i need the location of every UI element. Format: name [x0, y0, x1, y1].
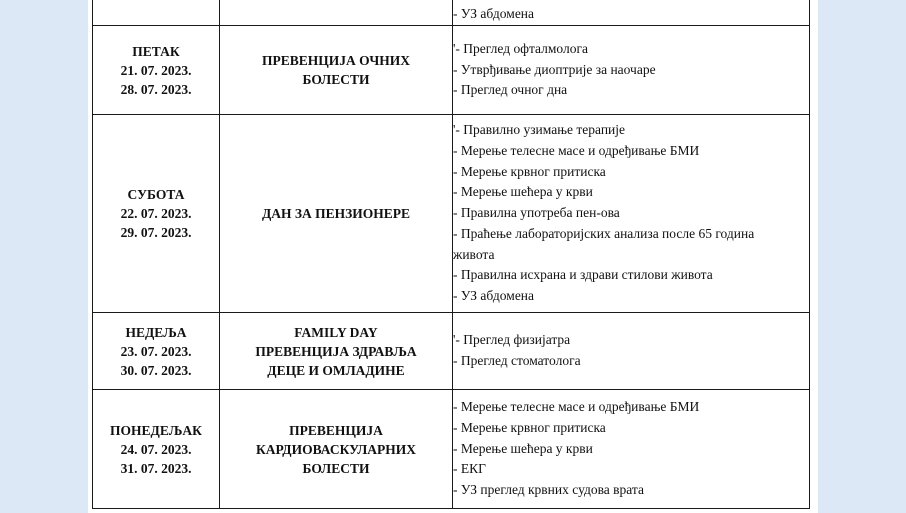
- topic-line: БОЛЕСТИ: [302, 72, 370, 87]
- activity-item: - Мерење крвног притиска: [453, 163, 606, 179]
- topic-line: ПРЕВЕНЦИЈА ОЧНИХ: [262, 53, 410, 68]
- day-name: СУБОТА: [127, 187, 185, 202]
- activity-item: - Правилна употреба пен-ова: [453, 205, 620, 221]
- date: 28. 07. 2023.: [120, 81, 192, 97]
- day-cell: [93, 313, 220, 390]
- topic-cell: [220, 313, 453, 390]
- activity-item: - Мерење шећера у крви: [453, 184, 593, 200]
- date: 23. 07. 2023.: [120, 343, 192, 359]
- day-name: ПОНЕДЕЉАК: [110, 422, 202, 438]
- day-name: ПЕТАК: [132, 43, 180, 59]
- activities-cell: [453, 313, 810, 390]
- activity-item: - ЕКГ: [453, 461, 486, 477]
- schedule-body: [93, 0, 810, 509]
- activities-cell: [453, 390, 810, 509]
- activity-item: - Мерење крвног притиска: [453, 419, 606, 435]
- activity-item: - Преглед стоматолога: [453, 353, 581, 368]
- day-cell: [93, 0, 220, 26]
- activity-item: - Мерење телесне масе и одређивање БМИ: [453, 142, 700, 158]
- activity-item: - Мерење телесне масе и одређивање БМИ: [453, 399, 700, 414]
- day-cell: [93, 115, 220, 313]
- document-page: [88, 0, 818, 513]
- day-cell: [93, 26, 220, 115]
- topic-line: КАРДИОВАСКУЛАРНИХ: [255, 441, 417, 457]
- topic-cell: [220, 115, 453, 313]
- activity-item: - Преглед очног дна: [453, 82, 568, 98]
- schedule-table: [92, 0, 810, 509]
- table-row: [93, 313, 810, 390]
- activities-cell: [453, 0, 810, 26]
- topic-line: ДЕЦЕ И ОМЛАДИНЕ: [267, 362, 405, 378]
- table-row: [93, 26, 810, 115]
- activity-item: '- Преглед офталмолога: [453, 40, 588, 56]
- activity-item: '- Преглед физијатра: [453, 332, 571, 348]
- activity-item: - УЗ преглед крвних судова врата: [453, 482, 644, 498]
- activity-item: - Правилна исхрана и здрави стилови живота: [453, 267, 713, 283]
- topic-line: БОЛЕСТИ: [302, 460, 370, 476]
- topic-cell: [220, 0, 453, 26]
- activities-cell: [453, 26, 810, 115]
- table-row: [93, 0, 810, 26]
- day-cell: [93, 390, 220, 509]
- topic-line: FAMILY DAY: [294, 324, 378, 340]
- activity-item: '- Правилно узимање терапије: [453, 121, 626, 137]
- table-row: [93, 115, 810, 313]
- day-name: НЕДЕЉА: [125, 324, 187, 340]
- topic-line: ДАН ЗА ПЕНЗИОНЕРЕ: [261, 206, 411, 221]
- topic-line: ПРЕВЕНЦИЈА ЗДРАВЉА: [255, 343, 417, 359]
- activity-item: - Утврђивање диоптрије за наочаре: [453, 61, 656, 77]
- date: 31. 07. 2023.: [120, 460, 192, 476]
- topic-cell: [220, 390, 453, 509]
- date: 29. 07. 2023.: [120, 225, 192, 240]
- date: 24. 07. 2023.: [120, 441, 192, 457]
- date: 22. 07. 2023.: [120, 206, 192, 221]
- date: 21. 07. 2023.: [120, 62, 192, 78]
- table-row: [93, 390, 810, 509]
- activity-item: - УЗ абдомена: [453, 288, 535, 304]
- topic-cell: [220, 26, 453, 115]
- activity-item: - УЗ абдомена: [453, 6, 535, 21]
- activities-cell: [453, 115, 810, 313]
- date: 30. 07. 2023.: [120, 362, 192, 378]
- activity-item: - Мерење шећера у крви: [453, 440, 593, 456]
- activity-item: - Праћење лабораторијских анализа после 65 година живота: [453, 225, 755, 262]
- topic-line: ПРЕВЕНЦИЈА: [289, 422, 383, 438]
